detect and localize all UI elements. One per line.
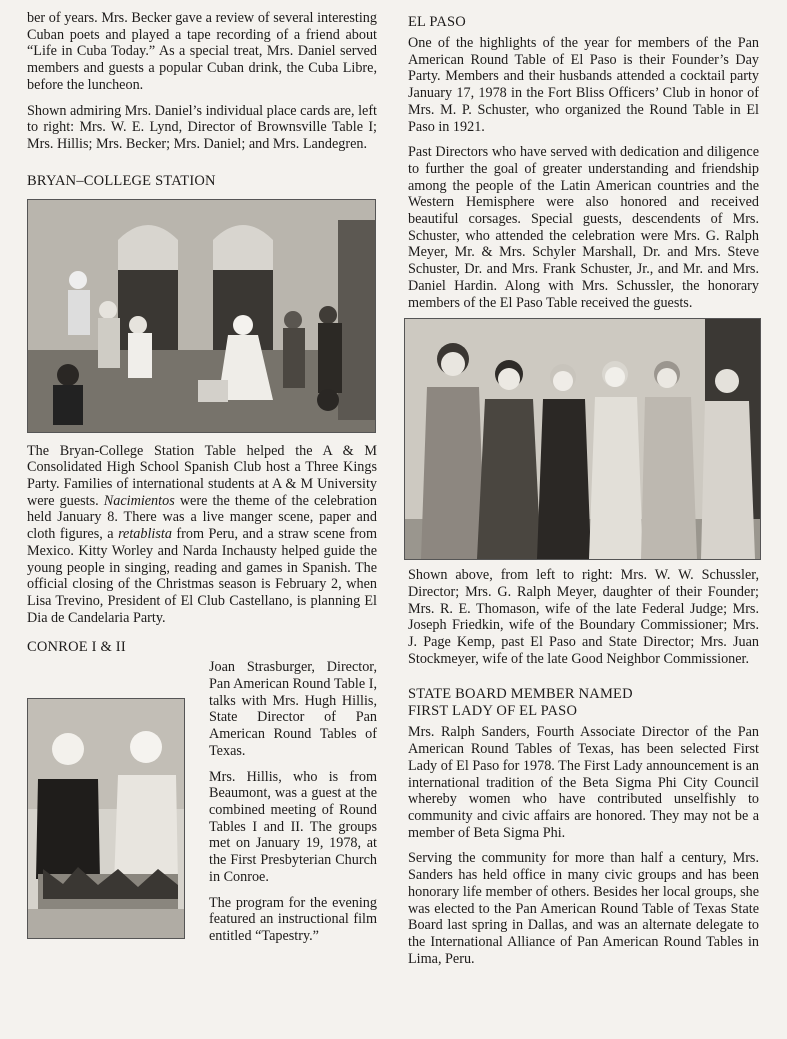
bryan-heading: BRYAN–COLLEGE STATION	[27, 172, 216, 189]
elpaso-paragraph-1: One of the highlights of the year for members of the Pan American Round Table of El Paso is their Founder’s Day Party. Members and their husbands attended a cocktail party January 17, 1978 in the Fort Bliss Officers’ Club in honor of Mrs. M. P. Schuster, who organized the Round Table in El Paso in 1921.	[408, 35, 759, 135]
state-board-paragraph-1: Mrs. Ralph Sanders, Fourth Associate Director of the Pan American Round Tables of Texas, has been selected First Lady of El Paso for 1978. The First Lady announcement is an international tradition of the Beta Sigma Phi City Council whereby women who have contributed unselfishly to community and civic affairs are honored. They may not be a member of Beta Sigma Phi.	[408, 724, 759, 841]
six-women-group-illustration	[405, 319, 760, 559]
two-women-with-flags-illustration	[28, 699, 184, 938]
intro-paragraph-2: Shown admiring Mrs. Daniel’s individual place cards are, left to right: Mrs. W. E. Lynd, Director of Brownsville Table I; Mrs. Hillis; Mrs. Becker; Mrs. Daniel; and Mrs. Landegren.	[27, 102, 377, 152]
bryan-italic-retablista: retablista	[118, 526, 172, 543]
state-board-heading-line-1: STATE BOARD MEMBER NAMED	[408, 686, 633, 703]
right-column	[408, 10, 759, 967]
bryan-text-c: from Peru, and a straw scene from Mexico. Kitty Worley and Narda Inchausty helped guide the young people in singing, reading and games in Spanish. The official closing of the Christmas season is February 2, when Lisa Trevino, President of El Club Castellano, is planning El Dia de Candelaria Party.	[27, 526, 378, 626]
bryan-paragraph	[27, 443, 377, 627]
bryan-text-a: The Bryan-College Station Table helped the A & M Consolidated High School Spanish Club host a Three Kings Party. Families of international students at A & M University were guests.	[27, 442, 377, 509]
conroe-text	[209, 659, 377, 944]
conroe-section	[27, 659, 377, 989]
conroe-paragraph-3: The program for the evening featured an instructional film entitled “Tapestry.”	[209, 894, 377, 944]
conroe-photo	[27, 698, 185, 939]
elpaso-paragraph-2: Past Directors who have served with dedication and diligence to further the goal of greater understanding and friendship among the people of the Latin American countries and the Western Hemisphere were also honored and received beautiful corsages. Special guests, descendents of Mrs. Schuster, who attended the celebration were Mrs. G. Ralph Meyer, Mr. & Mrs. Schyler Marshall, Dr. and Mrs. Steve Schuster, Dr. and Mrs. Frank Schuster, Jr., and Mr. and Mrs. Daniel Hardin. Along with Mrs. Schussler, the honorary members of the El Paso Table received the guests.	[408, 144, 759, 311]
conroe-paragraph-1: Joan Strasburger, Director, Pan American Round Table I, talks with Mrs. Hugh Hillis, State Director of Pan American Round Tables of Texas.	[209, 659, 377, 759]
elpaso-group-photo	[404, 318, 761, 560]
intro-paragraph-1: ber of years. Mrs. Becker gave a review of several interesting Cuban poets and played a tape recording of a friend about “Life in Cuba Today.” As a special treat, Mrs. Daniel served members and guests a popular Cuban drink, the Cuba Libre, before the luncheon.	[27, 10, 377, 93]
left-column	[27, 10, 377, 989]
bryan-text-b: were the theme of the celebration held January 8. There was a live manger scene, paper and cloth figures, a	[27, 492, 378, 543]
conroe-heading: CONROE I & II	[27, 639, 126, 656]
nativity-scene-illustration	[28, 200, 375, 432]
state-board-heading-line-2: FIRST LADY OF EL PASO	[408, 703, 578, 720]
state-board-paragraph-2: Serving the community for more than half a century, Mrs. Sanders has held office in many civic groups and has been honorary life member of others. Besides her local groups, she was elected to the Pan American Round Table of Texas State Board last spring in Dallas, and was an alternate delegate to the International Alliance of Pan American Round Tables in Lima, Peru.	[408, 850, 759, 967]
elpaso-photo-caption: Shown above, from left to right: Mrs. W. W. Schussler, Director; Mrs. G. Ralph Meyer, daughter of their Founder; Mrs. R. E. Thomason, wife of the late Federal Judge; Mrs. Joseph Friedkin, wife of the Boundary Commissioner; Mrs. J. Page Kemp, past El Paso and State Director; Mrs. Juan Stockmeyer, wife of the late Good Neighbor Commissioner.	[408, 567, 759, 667]
bryan-italic-nacimientos: Nacimientos	[103, 492, 175, 509]
elpaso-heading: EL PASO	[408, 14, 466, 30]
conroe-paragraph-2: Mrs. Hillis, who is from Beaumont, was a guest at the combined meeting of Round Tables I and II. The groups met on January 19, 1978, at the First Presbyterian Church in Conroe.	[209, 768, 377, 885]
bryan-nativity-photo	[27, 199, 376, 433]
